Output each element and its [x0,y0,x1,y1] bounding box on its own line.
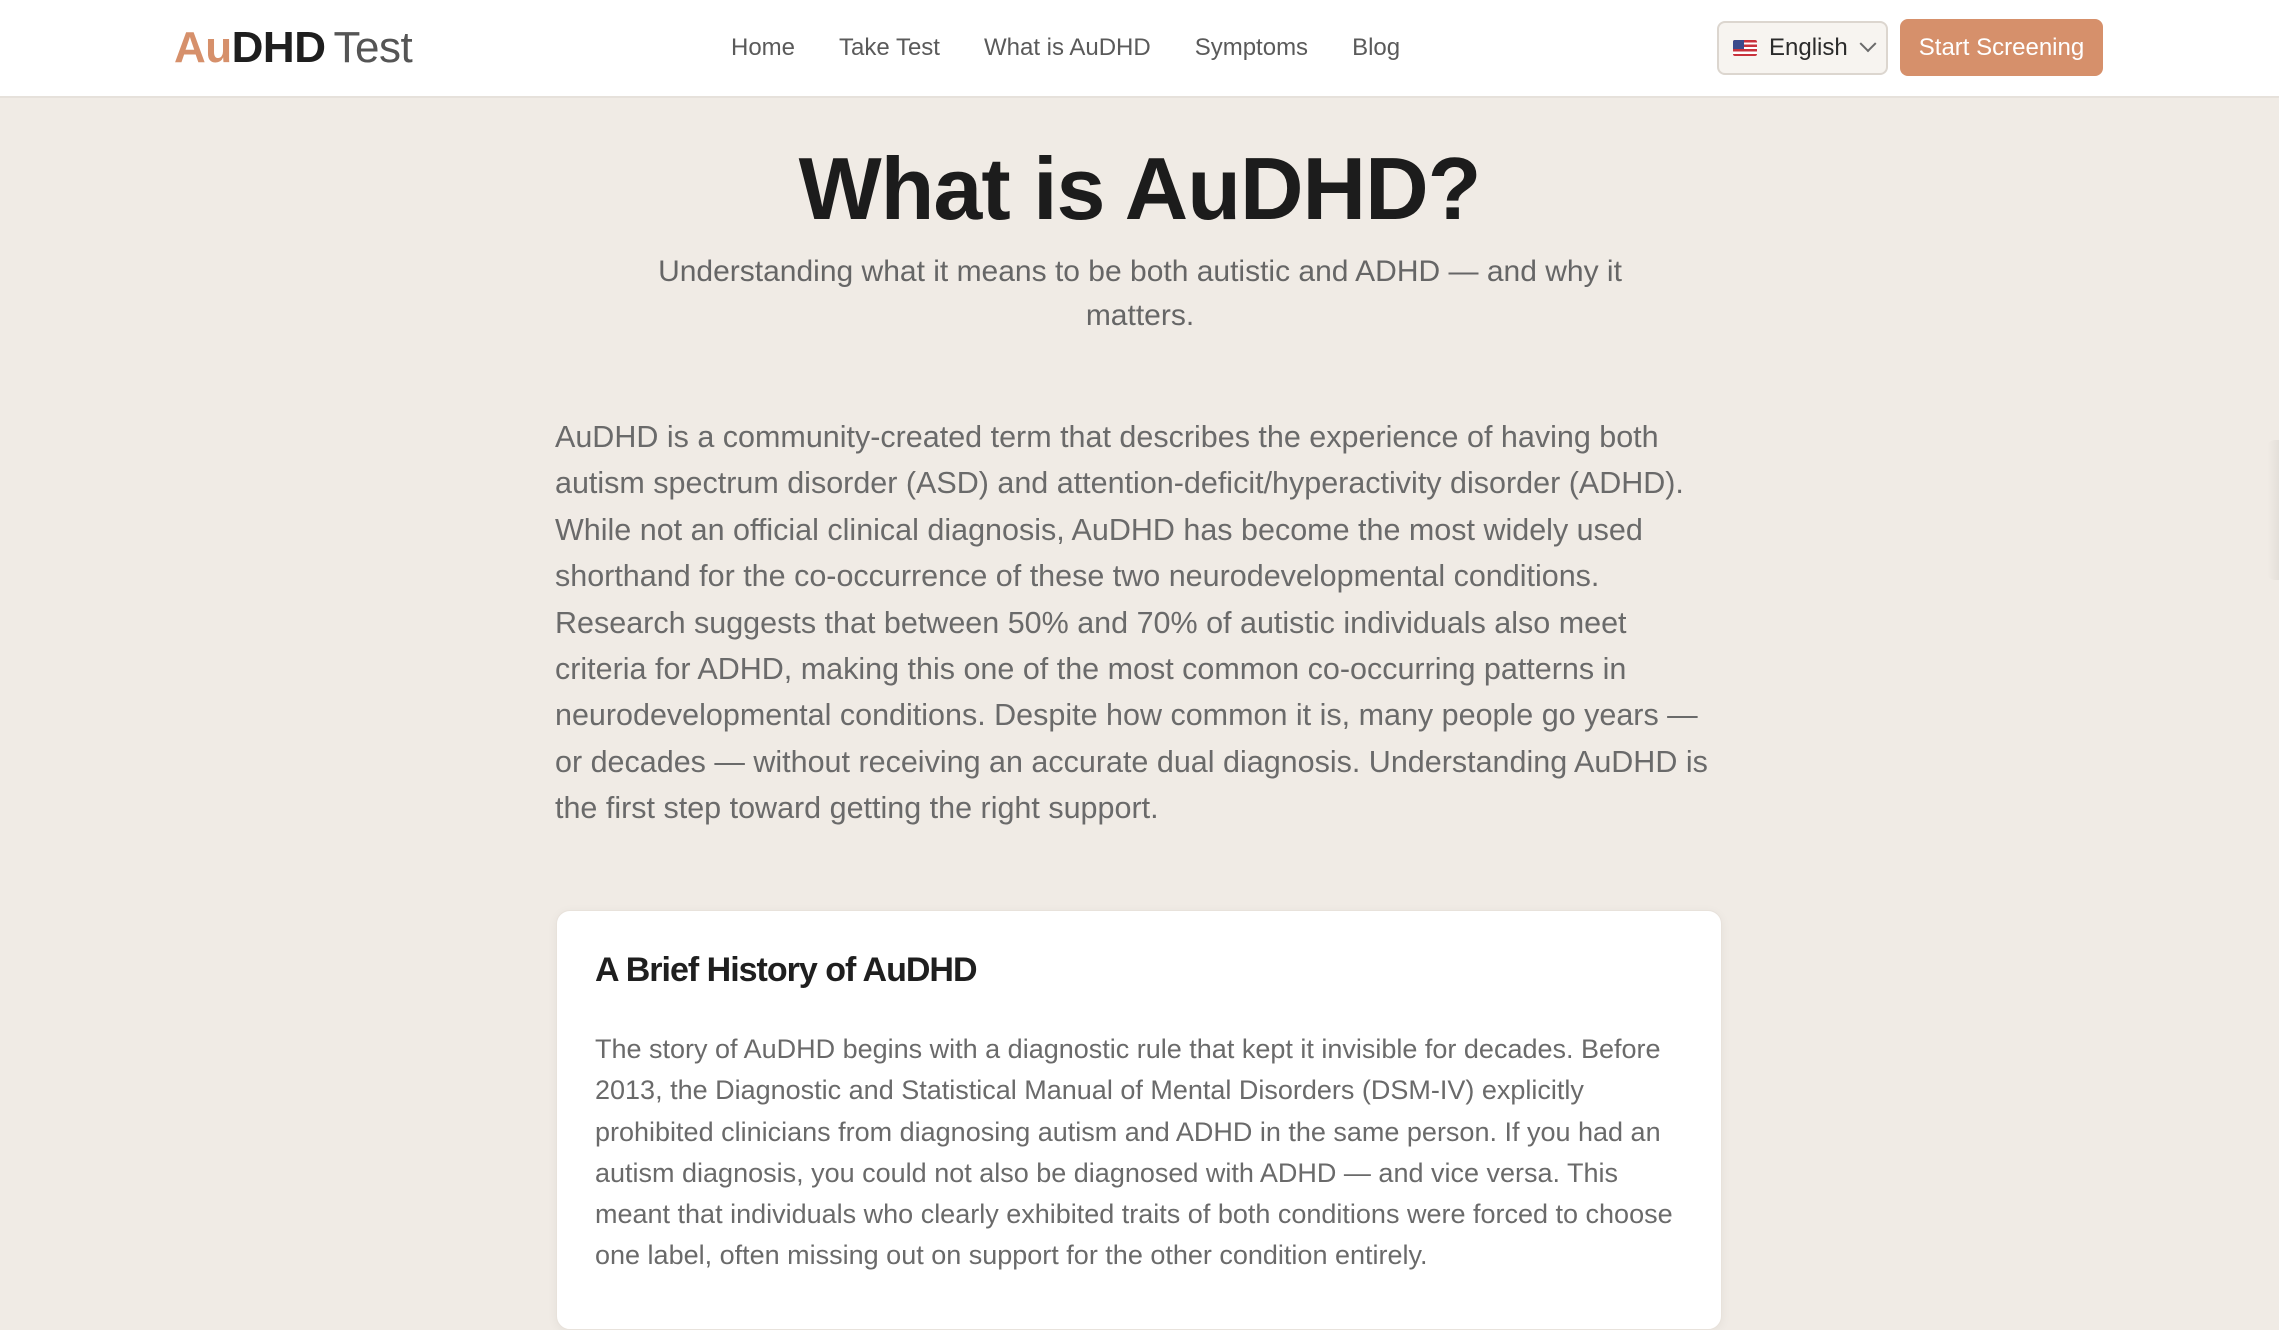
nav-symptoms[interactable]: Symptoms [1194,34,1309,61]
history-card [556,910,1722,1330]
start-screening-button[interactable]: Start Screening [1900,19,2103,76]
history-card-body: The story of AuDHD begins with a diagnostic rule that kept it invisible for decades. Before 2013, the Diagnostic and Statistical Manual of Mental Disorders (DSM-IV) explicitly prohibited clinicians from diagnosing autism and ADHD in the same person. If you had an autism diagnosis, you could not also be diagnosed with ADHD — and vice versa. This meant that individuals who clearly exhibited traits of both conditions were forced to choose one label, often missing out on support for the other condition entirely. [595,1034,1673,1271]
side-panel-edge [2267,440,2279,580]
logo-dhd: DHD [231,23,326,72]
main-nav [731,30,1400,66]
history-card-title: A Brief History of AuDHD [595,951,977,989]
us-flag-icon [1733,40,1757,56]
chevron-down-icon [1859,35,1876,52]
site-header [0,0,2279,98]
page-subtitle: Understanding what it means to be both autistic and ADHD — and why it matters. [658,255,1622,332]
language-label: English [1769,34,1848,61]
page-title: What is AuDHD? [798,139,1481,238]
nav-what-is-audhd[interactable]: What is AuDHD [983,34,1151,61]
logo-test: Test [333,23,413,72]
site-logo[interactable] [174,22,412,74]
logo-au: Au [174,23,232,72]
intro-paragraph: AuDHD is a community-created term that describes the experience of having both autism spectrum disorder (ASD) and attention-deficit/hyperactivity disorder (ADHD). While not an official clinical diagnosis, AuDHD has become the most widely used shorthand for the co-occurrence of these two neurodevelopmental conditions. Research suggests that between 50% and 70% of autistic individuals also meet criteria for ADHD, making this one of the most common co-occurring patterns in neurodevelopmental conditions. Despite how common it is, many people go years — or decades — without receiving an accurate dual diagnosis. Understanding AuDHD is the first step toward getting the right support. [555,420,1708,826]
language-select[interactable] [1717,21,1888,75]
nav-take-test[interactable]: Take Test [839,34,940,61]
nav-blog[interactable]: Blog [1352,34,1401,61]
nav-home[interactable]: Home [731,34,796,61]
